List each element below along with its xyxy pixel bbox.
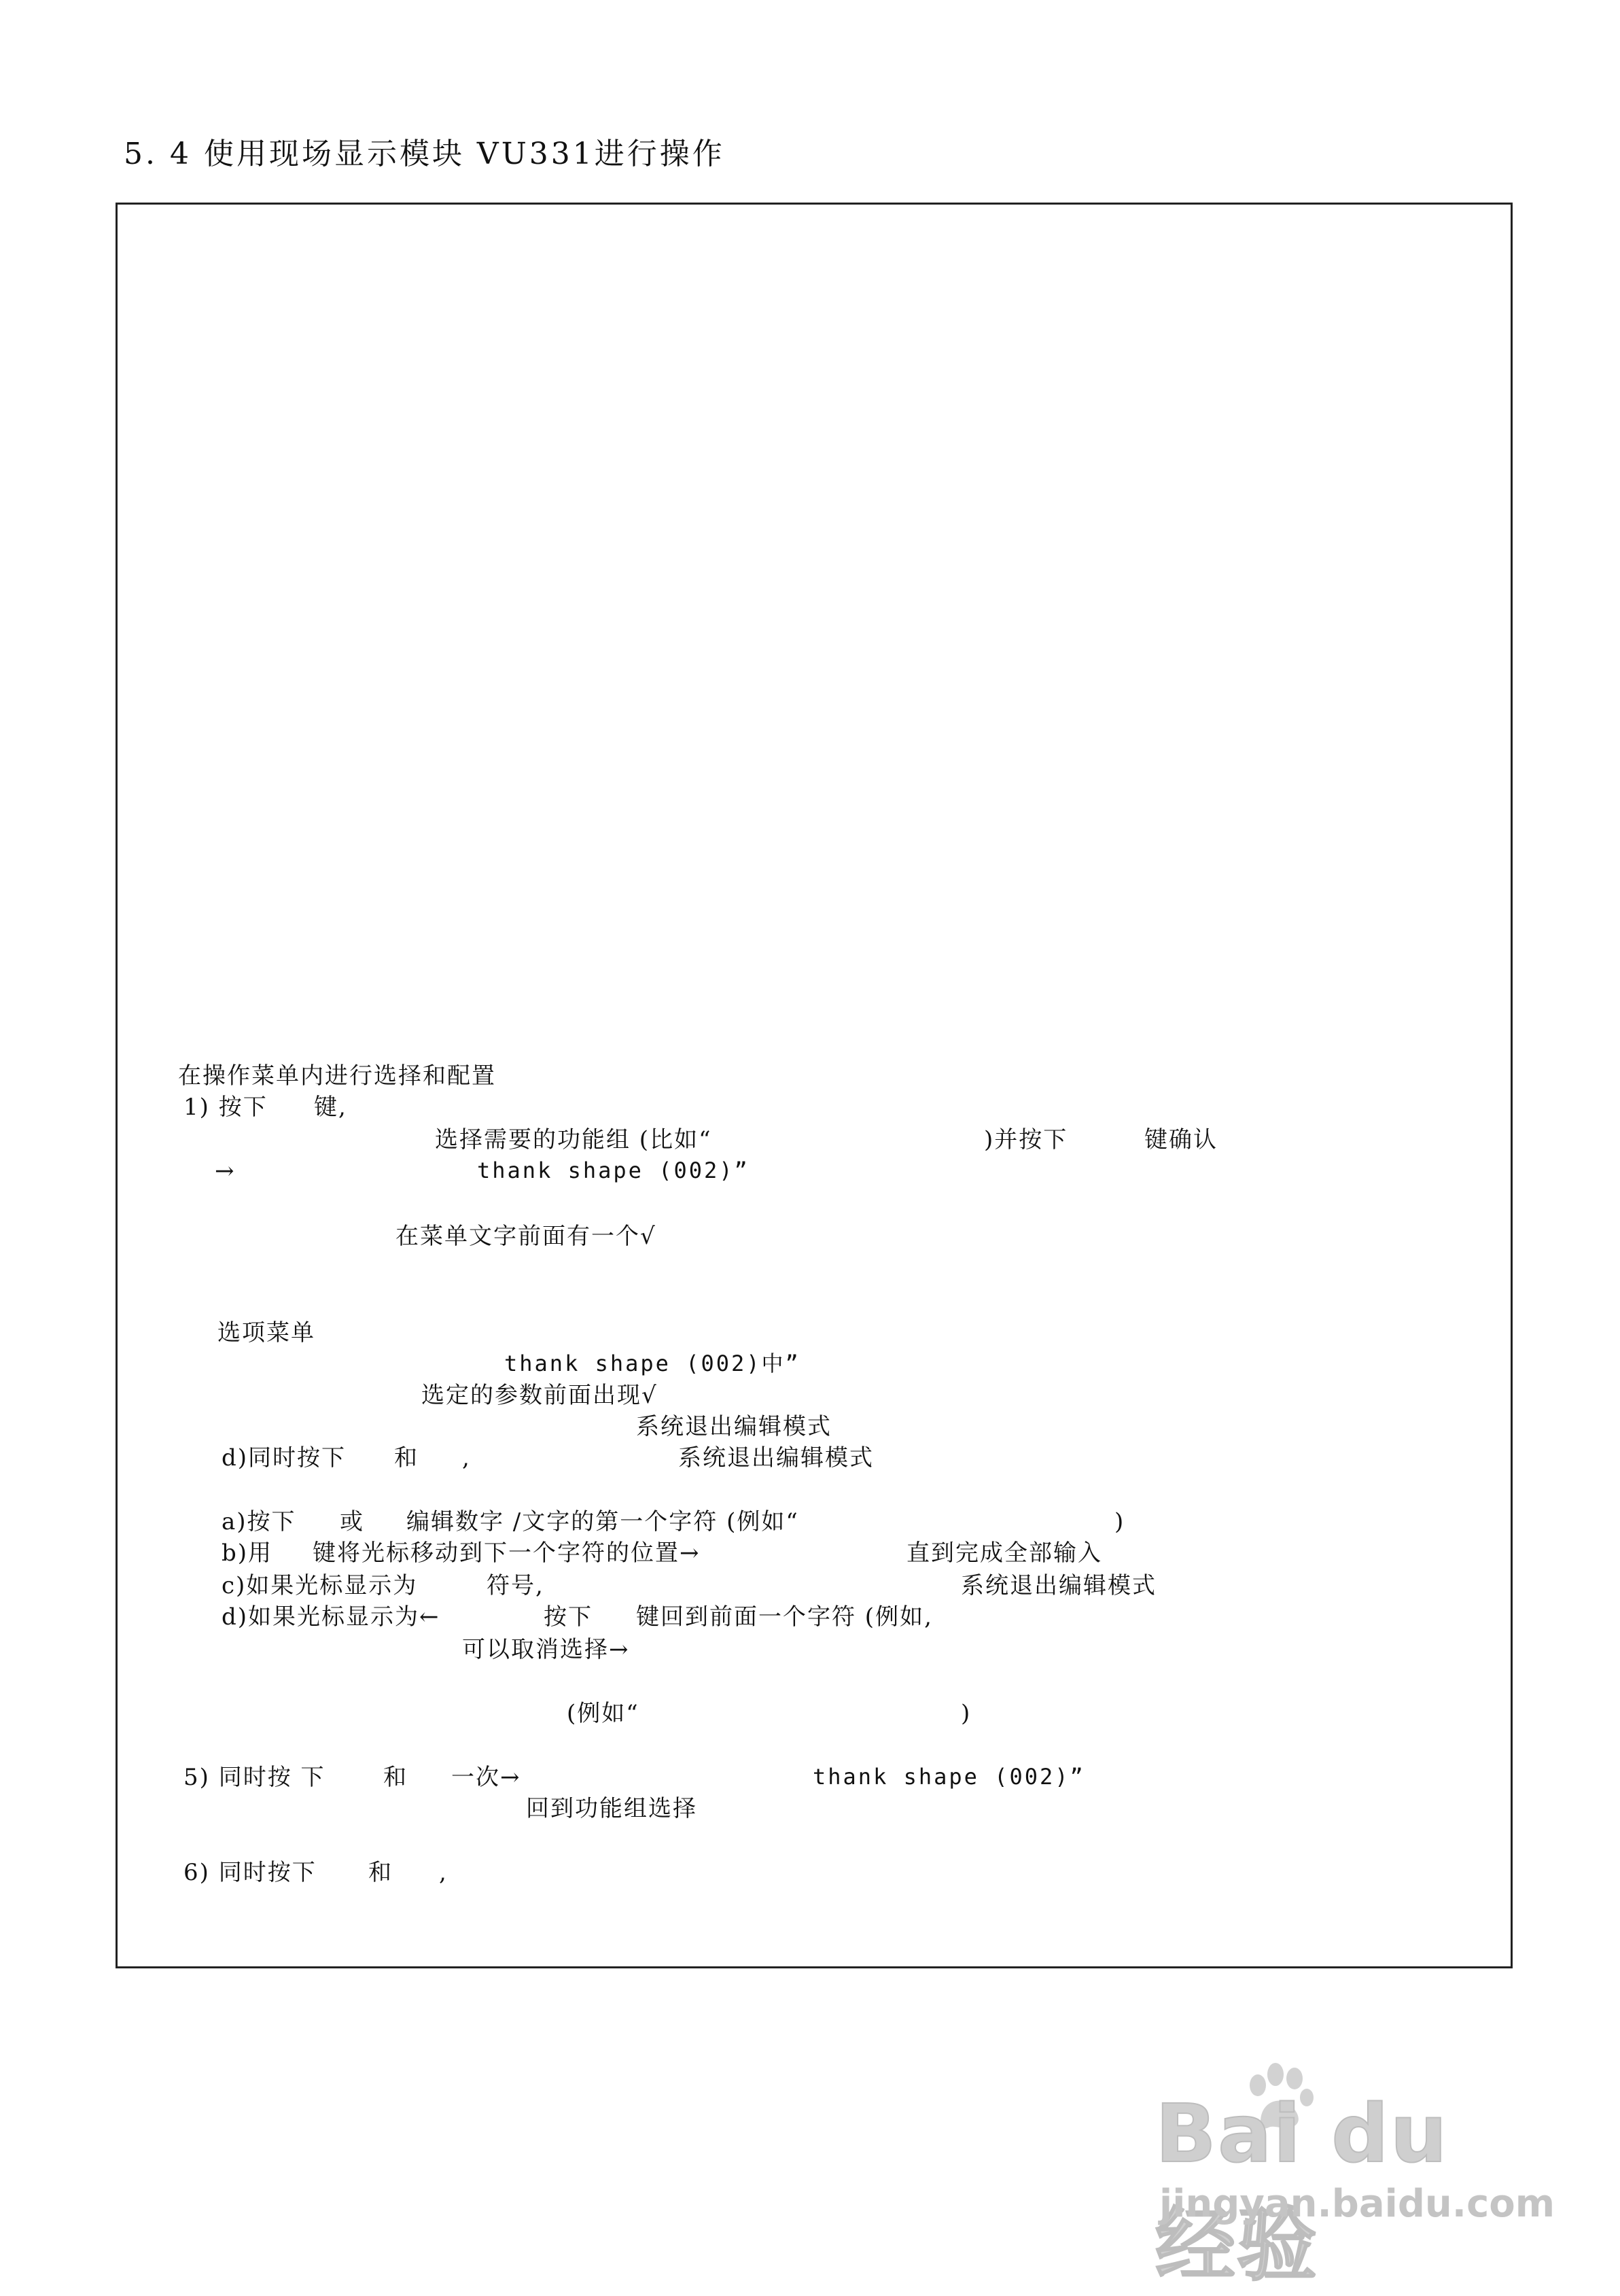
cancel-select-text: 可以取消选择→ — [462, 1636, 630, 1663]
baidu-watermark — [1155, 2059, 1555, 2292]
arrow-glyph: → — [215, 1158, 236, 1185]
back-to-group-text: 回到功能组选择 — [526, 1795, 697, 1822]
edit-a-or: 或 — [340, 1508, 364, 1535]
edit-a-desc: 编辑数字 /文字的第一个字符 (例如“ — [406, 1508, 799, 1535]
step-1-key: 键, — [314, 1094, 347, 1121]
exit-edit-text-3: 系统退出编辑模式 — [961, 1572, 1157, 1599]
step-6-and: 和 — [368, 1859, 393, 1886]
selected-param-text: 选定的参数前面出现√ — [421, 1382, 658, 1409]
edit-d-press: 按下 — [544, 1603, 593, 1631]
menu-check-text: 在菜单文字前面有一个√ — [395, 1223, 656, 1250]
example-close: ) — [961, 1700, 972, 1727]
step-d-text: d)同时按下 — [222, 1444, 347, 1472]
edit-b-desc: 键将光标移动到下一个字符的位置→ — [313, 1540, 701, 1567]
press-text: )并按下 — [984, 1126, 1068, 1153]
edit-d-back: 键回到前面一个字符 (例如, — [636, 1603, 933, 1631]
thank-shape-in-text: thank shape (002)中” — [504, 1351, 800, 1376]
edit-c-text: c)如果光标显示为 — [222, 1572, 418, 1599]
step-5-once: 一次→ — [451, 1764, 521, 1791]
confirm-key-text: 键确认 — [1144, 1126, 1218, 1153]
options-menu-text: 选项菜单 — [217, 1319, 315, 1346]
edit-a-close: ) — [1114, 1508, 1125, 1535]
step-5-and: 和 — [383, 1764, 408, 1791]
example-open: (例如“ — [567, 1700, 639, 1727]
edit-b-text: b)用 — [222, 1540, 273, 1567]
edit-b-finish: 直到完成全部输入 — [906, 1540, 1102, 1567]
watermark-url: jingyan.baidu.com — [1159, 2182, 1555, 2226]
step-5-text: 5) 同时按 下 — [183, 1764, 325, 1791]
select-group-text: 选择需要的功能组 (比如“ — [435, 1126, 712, 1153]
section-heading: 5. 4 使用现场显示模块 VU331进行操作 — [124, 137, 725, 171]
step-d-comma: , — [462, 1444, 471, 1472]
exit-edit-text-2: 系统退出编辑模式 — [678, 1444, 874, 1472]
thank-shape-text: thank shape (002)” — [477, 1158, 750, 1183]
intro-line: 在操作菜单内进行选择和配置 — [178, 1062, 496, 1090]
edit-d-text: d)如果光标显示为← — [222, 1603, 440, 1631]
step-1-label: 1) 按下 — [183, 1094, 268, 1121]
exit-edit-text-1: 系统退出编辑模式 — [636, 1413, 832, 1440]
step-5-thank-shape: thank shape (002)” — [813, 1764, 1085, 1790]
edit-a-text: a)按下 — [222, 1508, 296, 1535]
step-6-text: 6) 同时按下 — [183, 1859, 317, 1886]
baidu-logo-text: Bai du 经验 — [1155, 2087, 1449, 2292]
step-6-comma: , — [439, 1859, 448, 1886]
step-d-and: 和 — [394, 1444, 419, 1472]
edit-c-symbol: 符号, — [487, 1572, 544, 1599]
